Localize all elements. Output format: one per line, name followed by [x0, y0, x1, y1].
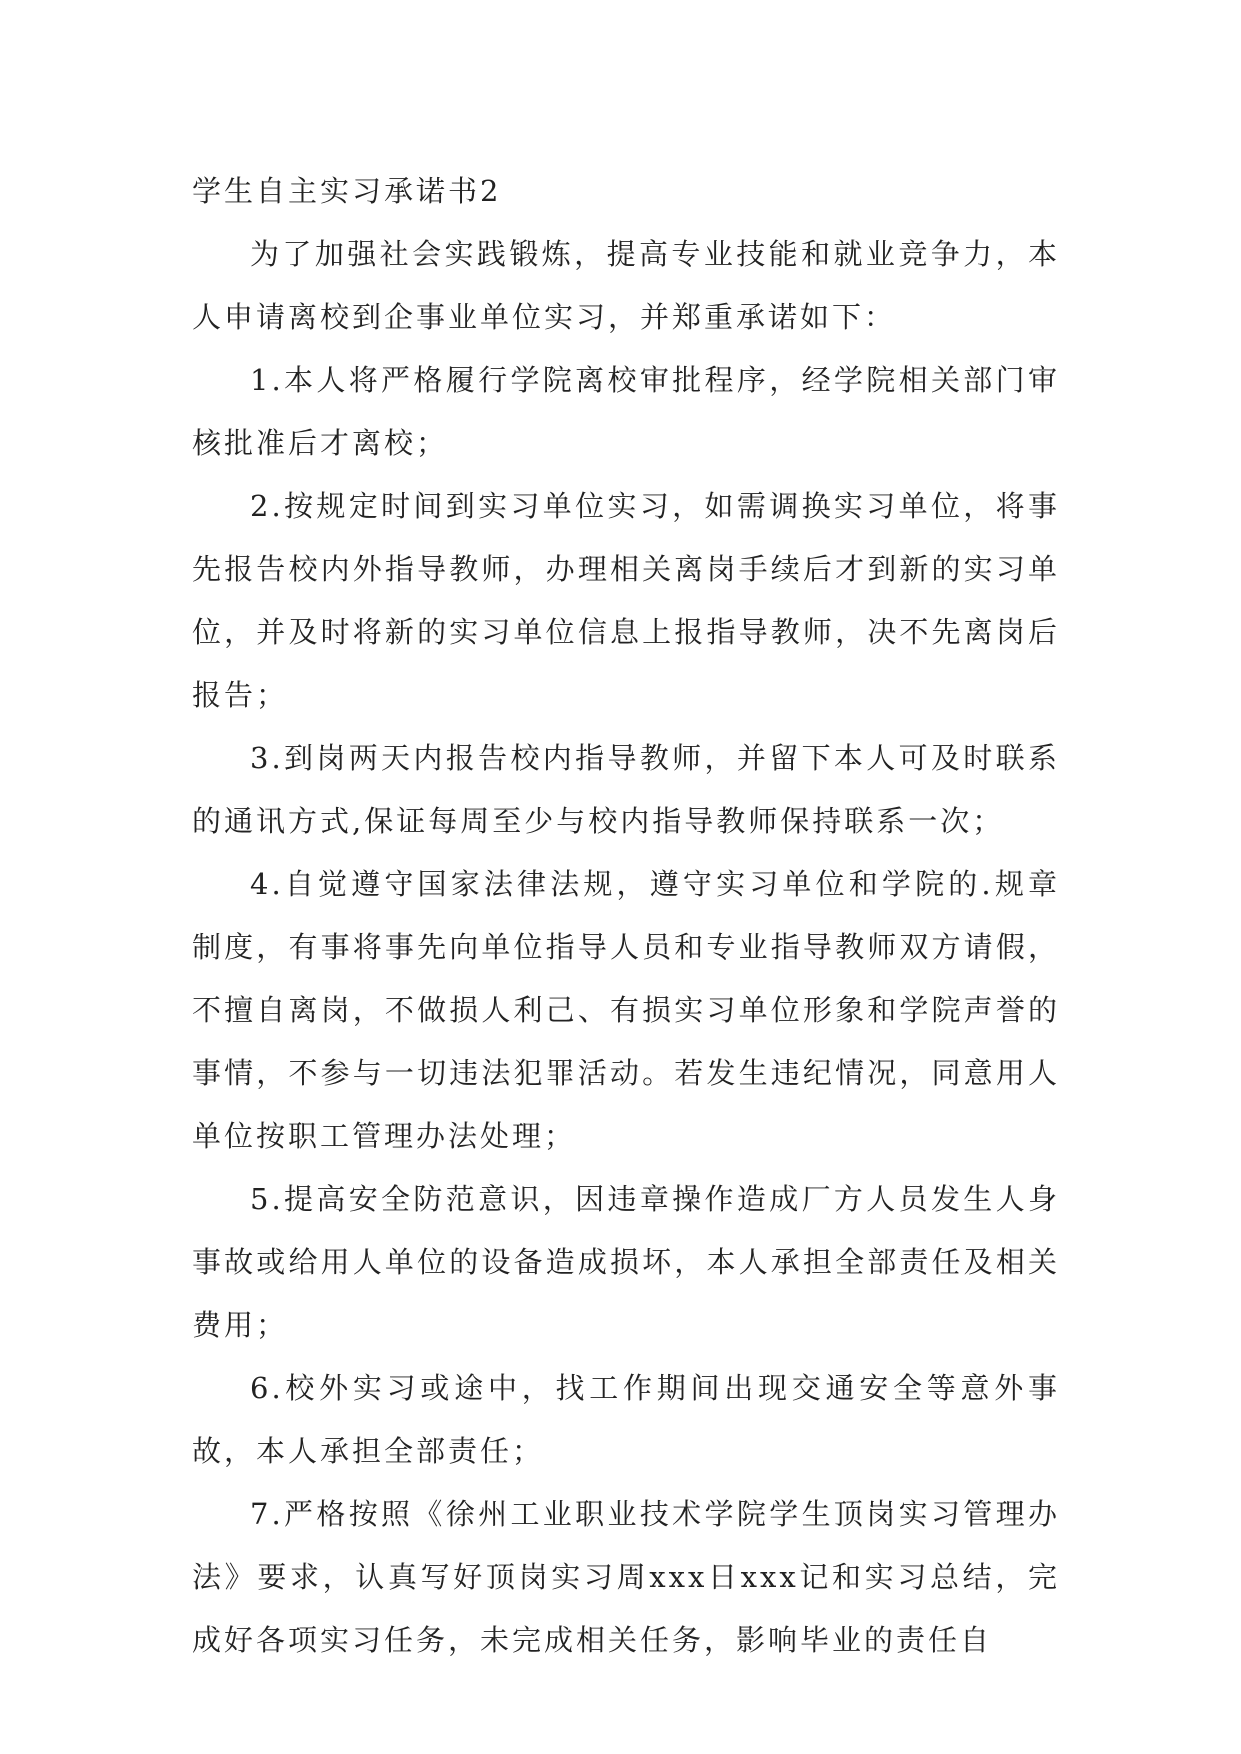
- commitment-item-3: 3.到岗两天内报告校内指导教师，并留下本人可及时联系的通讯方式,保证每周至少与校内指导教师保持联系一次；: [192, 741, 1060, 838]
- commitment-item-4: 4.自觉遵守国家法律法规，遵守实习单位和学院的.规章制度，有事将事先向单位指导人员和专业指导教师双方请假，不擅自离岗，不做损人利己、有损实习单位形象和学院声誉的事情，不参与一切违法犯罪活动。若发生违纪情况，同意用人单位按职工管理办法处理；: [192, 867, 1060, 1153]
- commitment-item-6: 6.校外实习或途中，找工作期间出现交通安全等意外事故，本人承担全部责任；: [192, 1371, 1060, 1468]
- document-body: [192, 160, 1060, 1672]
- commitment-item-5: 5.提高安全防范意识，因违章操作造成厂方人员发生人身事故或给用人单位的设备造成损坏，本人承担全部责任及相关费用；: [192, 1182, 1060, 1342]
- document-title: 学生自主实习承诺书2: [192, 174, 502, 208]
- commitment-item-7: 7.严格按照《徐州工业职业技术学院学生顶岗实习管理办法》要求，认真写好顶岗实习周xxx日xxx记和实习总结，完成好各项实习任务，未完成相关任务，影响毕业的责任自: [192, 1497, 1060, 1657]
- intro-paragraph: 为了加强社会实践锻炼，提高专业技能和就业竞争力，本人申请离校到企事业单位实习，并郑重承诺如下：: [192, 237, 1060, 334]
- commitment-item-2: 2.按规定时间到实习单位实习，如需调换实习单位，将事先报告校内外指导教师，办理相关离岗手续后才到新的实习单位，并及时将新的实习单位信息上报指导教师，决不先离岗后报告；: [192, 489, 1060, 712]
- commitment-item-1: 1.本人将严格履行学院离校审批程序，经学院相关部门审核批准后才离校；: [192, 363, 1060, 460]
